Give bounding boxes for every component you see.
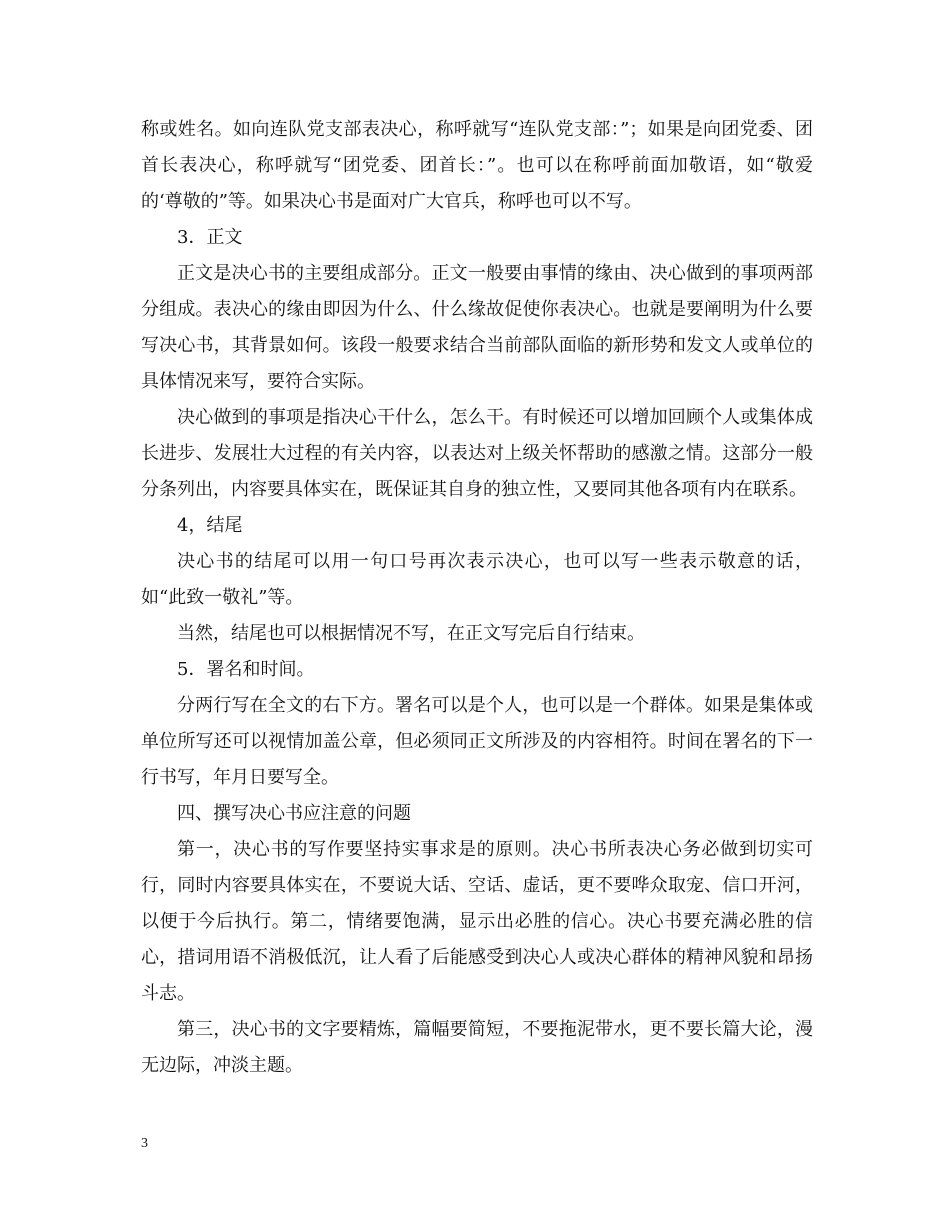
- section-heading-signature: 5．署名和时间。: [177, 659, 315, 680]
- section-heading-ending: 4，结尾: [177, 515, 243, 536]
- body-paragraph: 正文是决心书的主要组成部分。正文一般要由事情的缘由、决心做到的事项两部分组成。表决心的缘由即因为什么、什么缘故促使你表决心。也就是要阐明为什么要写决心书，其背景如何。该段一般要求结合当前部队面临的新形势和发文人或单位的具体情况来写，要符合实际。: [141, 263, 813, 392]
- body-paragraph: 称或姓名。如向连队党支部表决心，称呼就写“连队党支部：”；如果是向团党委、团首长表决心，称呼就写“团党委、团首长：”。也可以在称呼前面加敬语，如“敬爱的‘尊敬的”等。如果决心书是面对广大官兵，称呼也可以不写。: [141, 119, 813, 212]
- body-paragraph: 当然，结尾也可以根据情况不写，在正文写完后自行结束。: [177, 623, 645, 644]
- body-paragraph: 分两行写在全文的右下方。署名可以是个人，也可以是一个群体。如果是集体或单位所写还可以视情加盖公章，但必须同正文所涉及的内容相符。时间在署名的下一行书写，年月日要写全。: [141, 695, 813, 788]
- section-heading-body: 3．正文: [177, 227, 243, 248]
- document-body: [141, 112, 813, 1084]
- body-paragraph: 第三，决心书的文字要精炼，篇幅要简短，不要拖泥带水，更不要长篇大论，漫无边际，冲淡主题。: [141, 1019, 813, 1076]
- page-number: 3: [141, 1136, 148, 1151]
- body-paragraph: 决心书的结尾可以用一句口号再次表示决心，也可以写一些表示敬意的话，如“此致一敬礼”等。: [141, 551, 813, 608]
- section-heading-notes: 四、撰写决心书应注意的问题: [177, 803, 411, 824]
- body-paragraph: 第一，决心书的写作要坚持实事求是的原则。决心书所表决心务必做到切实可行，同时内容要具体实在，不要说大话、空话、虚话，更不要哗众取宠、信口开河，以便于今后执行。第二，情绪要饱满，显示出必胜的信心。决心书要充满必胜的信心，措词用语不消极低沉，让人看了后能感受到决心人或决心群体的精神风貌和昂扬斗志。: [141, 839, 813, 1004]
- body-paragraph: 决心做到的事项是指决心干什么，怎么干。有时候还可以增加回顾个人或集体成长进步、发展壮大过程的有关内容，以表达对上级关怀帮助的感激之情。这部分一般分条列出，内容要具体实在，既保证其自身的独立性，又要同其他各项有内在联系。: [141, 407, 813, 500]
